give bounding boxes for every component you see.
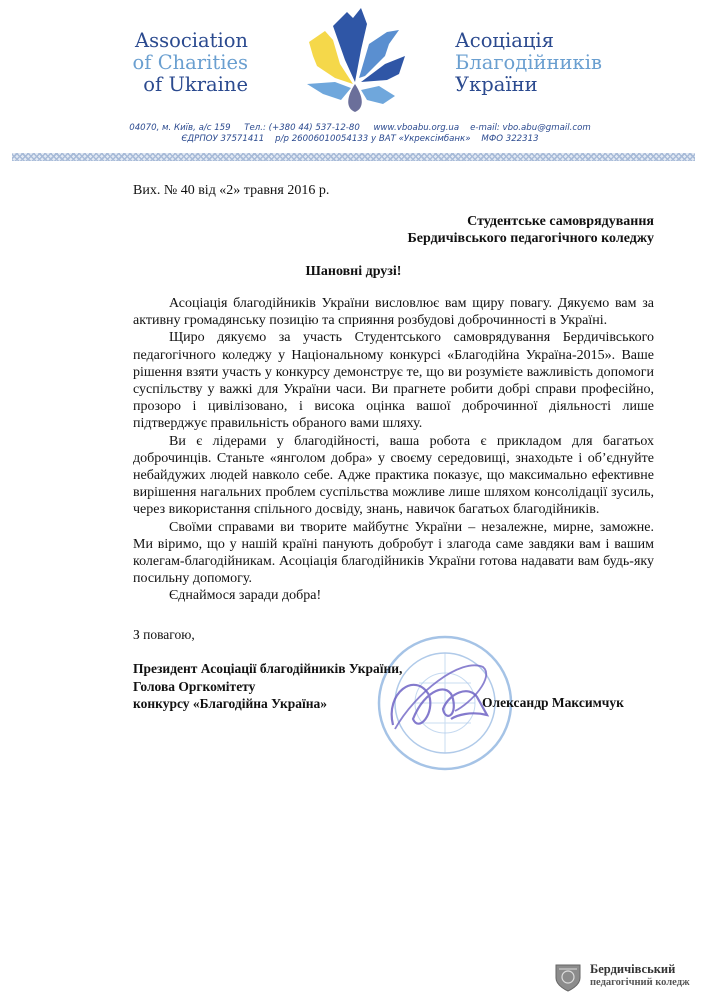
letter-body: [133, 295, 654, 605]
recipient-line-1: Студентське самоврядування: [467, 214, 654, 229]
paragraph-2: Щиро дякуємо за участь Студентського самоврядування Бердичівського педагогічного коледжу у Національному конкурсі «Благодійна Україна-2015». Ваше рішення взяти участь у конкурсу демонструє те, що ви розумієте важливість допомоги суспільству у важкі для України часи. Ви прагнете робити добрі справи професійно, прозоро і цивілізовано, і висока оцінка вашої доброчинної діяльності лише підтверджує правильність обраного вами шляху.: [133, 330, 654, 432]
letterhead-name-en: [118, 30, 248, 96]
paragraph-1: Асоціація благодійників України висловлює вам щиру повагу. Дякуємо вам за активну громадянську позицію та сприяння розбудові доброчинності в Україні.: [133, 296, 654, 329]
name-ua-line-1: Асоціація: [455, 29, 554, 52]
ornament-divider: [12, 153, 695, 161]
cornflower-logo-icon: [295, 4, 415, 116]
letterhead-contacts: [60, 123, 660, 145]
college-subtitle: педагогічний коледж: [590, 977, 690, 988]
signer-name: Олександр Максимчук: [482, 695, 624, 710]
name-en-line-2: of Charities: [132, 51, 248, 74]
recipient-line-2: Бердичівського педагогічного коледжу: [407, 231, 654, 246]
paragraph-3: Ви є лідерами у благодійності, ваша робота є прикладом для багатьох доброчинців. Станьте «янголом добра» у своєму середовищі, знаходьте і об’єднуйте небайдужих людей навколо себе. Адже практика показує, що максимально ефективне вирішення нагальних проблем суспільства можливе лише шляхом консолідації зусиль, через використання спільного досвіду, знань, навичок багатьох благодійників.: [133, 433, 654, 518]
paragraph-4: Своїми справами ви творите майбутнє України – незалежне, мирне, заможне. Ми віримо, що у нашій країні панують добробут і злагода саме завдяки вам і вашим колегам-благодійникам. Асоціація благодійників України готова надавати вам будь-яку посильну допомогу.: [133, 519, 654, 587]
name-en-line-3: of Ukraine: [143, 73, 248, 96]
name-ua-line-2: Благодійників: [455, 51, 602, 74]
signer-title-line-2: Голова Оргкомітету: [133, 678, 256, 694]
name-en-line-1: Association: [135, 29, 248, 52]
name-ua-line-3: України: [455, 73, 538, 96]
contacts-line-2: ЄДРПОУ 37571411 р/р 26006010054133 у ВАТ «Укрексімбанк» МФО 322313: [181, 134, 539, 144]
contacts-line-1: 04070, м. Київ, а/с 159 Тел.: (+380 44) 537-12-80 www.vboabu.org.ua e-mail: vbo.abu@gmail.com: [129, 123, 591, 133]
signer-title-line-1: Президент Асоціації благодійників України,: [133, 661, 403, 676]
signer-title-line-3: конкурсу «Благодійна Україна»: [133, 696, 328, 711]
greeting: Шановні друзі!: [305, 264, 402, 279]
college-shield-icon: [553, 962, 583, 992]
signer-title: [133, 660, 402, 713]
letterhead-name-ua: [455, 30, 602, 96]
closing: З повагою,: [133, 627, 195, 642]
college-footer: [590, 962, 690, 990]
paragraph-5: Єднаймося заради добра!: [169, 588, 322, 604]
recipient-block: [408, 213, 654, 247]
outgoing-reference: Вих. № 40 від «2» травня 2016 р.: [133, 183, 330, 198]
college-name: Бердичівський: [590, 962, 676, 976]
